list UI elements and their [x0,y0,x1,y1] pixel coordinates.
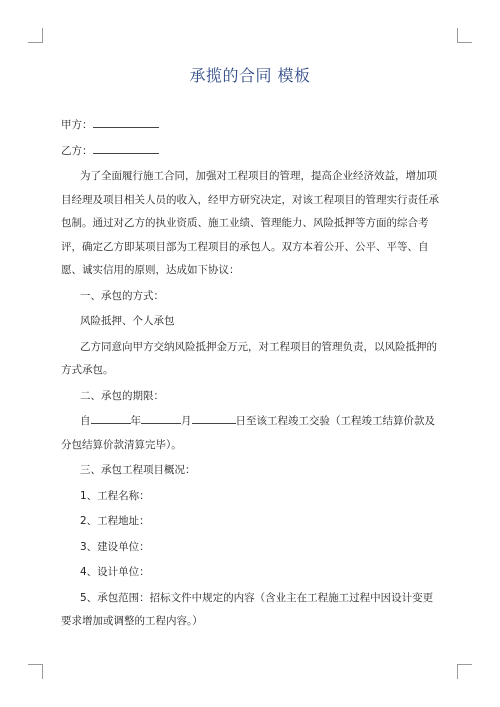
party-b-line [61,140,442,164]
crop-mark-top-left [28,28,43,43]
item-contract-scope: 5、承包范围：招标文件中规定的内容（含业主在工程施工过程中因设计变更要求增加或调整的工程内容。） [61,591,434,627]
crop-mark-bottom-left [28,664,43,679]
month-blank [141,411,181,424]
party-a-blank [93,115,159,128]
section2-year: 年 [130,415,141,427]
section2-text [61,410,442,457]
year-blank [91,411,131,424]
day-blank [192,411,236,424]
crop-mark-top-right [457,28,472,43]
section3-heading: 三、承包工程项目概况： [80,464,196,476]
section1-item: 风险抵押、个人承包 [80,315,175,327]
section2-heading: 二、承包的期限： [80,389,164,402]
section1-heading: 一、承包的方式： [80,289,164,302]
party-a-line [61,114,442,138]
party-a-label: 甲方： [61,119,93,131]
item-construction-unit: 3、建设单位： [80,540,150,553]
crop-mark-bottom-right [457,664,472,679]
intro-paragraph: 为了全面履行施工合同，加强对工程项目的管理，提高企业经济效益，增加项目经理及项目相关人员的收入，经甲方研究决定，对该工程项目的管理实行责任承包制。通过对乙方的执业资质、施工业绩、管理能力、风险抵押等方面的综合考评，确定乙方即某项目部为工程项目的承包人。双方本着公开、公平、平等、自愿、诚实信用的原则，达成如下协议： [61,170,439,276]
section2-from: 自 [80,415,91,427]
document-title: 承揽的合同 模板 [189,66,311,85]
item-project-name: 1、工程名称： [80,489,150,502]
party-b-blank [93,141,159,154]
section2-month: 月 [181,415,192,427]
document-body [61,114,442,636]
party-b-label: 乙方： [61,144,93,157]
item-design-unit: 4、设计单位： [80,566,150,578]
item-project-address: 2、工程地址： [80,515,150,527]
section1-text: 乙方同意向甲方交纳风险抵押金万元，对工程项目的管理负责，以风险抵押的方式承包。 [61,340,437,376]
section2-rest: 日至该工程竣工交验（工程竣工结算价款及分包结算价款清算完毕）。 [61,415,435,451]
